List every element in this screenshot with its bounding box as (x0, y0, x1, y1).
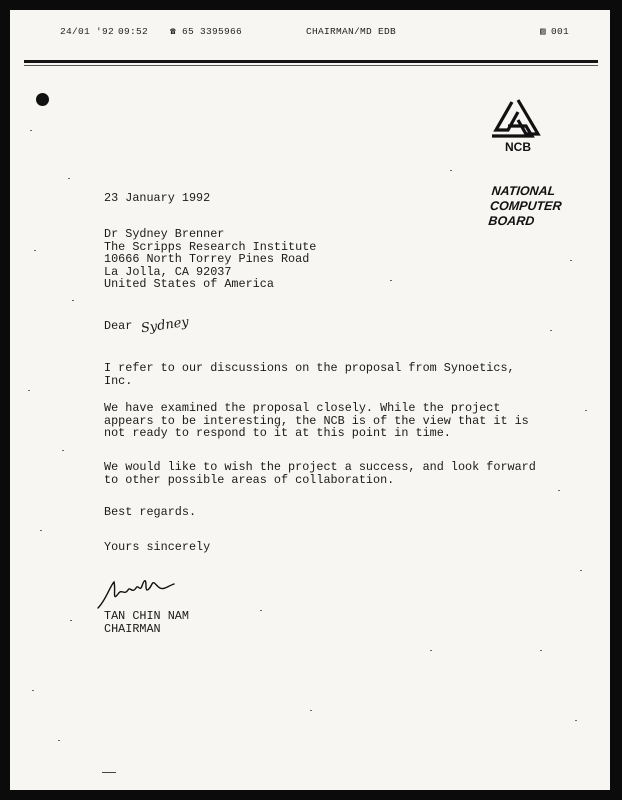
fax-page-number: 001 (551, 26, 570, 37)
letter-date: 23 January 1992 (104, 191, 211, 205)
address-line: The Scripps Research Institute (104, 239, 317, 254)
org-line: BOARD (487, 214, 536, 228)
paragraph-line: We would like to wish the project a success, and look forward (104, 460, 536, 474)
header-rule-thin (24, 65, 598, 66)
signer-block (104, 610, 189, 635)
paragraph-line: to other possible areas of collaboration. (104, 472, 395, 487)
fax-date: 24/01 '92 (60, 26, 115, 37)
salutation-name-handwritten: Sydney (140, 314, 191, 337)
header-rule (24, 60, 598, 63)
paragraph-line: not ready to respond to it at this point in time. (104, 426, 451, 441)
paragraph (104, 402, 529, 440)
paragraph-line: I refer to our discussions on the proposal from Synoetics, (104, 361, 515, 375)
fax-header (10, 26, 610, 40)
signer-name: TAN CHIN NAM (104, 609, 189, 623)
telephone-icon: ☎ (170, 26, 177, 37)
fax-time: 09:52 (118, 26, 149, 37)
organization-name (488, 184, 564, 229)
address-line: La Jolla, CA 92037 (104, 264, 232, 279)
paragraph-line: appears to be interesting, the NCB is of the view that it is (104, 413, 529, 428)
paragraph-line: We have examined the proposal closely. While the project (104, 401, 501, 415)
org-line: NATIONAL (490, 184, 557, 198)
address-line: United States of America (104, 277, 274, 292)
logo-text: NCB (505, 140, 531, 154)
org-line: COMPUTER (489, 199, 563, 213)
address-line: 10666 North Torrey Pines Road (104, 252, 310, 267)
signer-title: CHAIRMAN (104, 621, 161, 636)
punch-hole (36, 93, 49, 106)
fax-page (10, 10, 610, 790)
signoff: Yours sincerely (104, 540, 211, 554)
paragraph (104, 461, 536, 486)
recipient-address (104, 228, 316, 291)
paragraph-line: Inc. (104, 373, 133, 388)
page-icon: ▨ (540, 26, 547, 37)
footer-mark (102, 772, 116, 773)
closing: Best regards. (104, 505, 197, 519)
fax-sender: CHAIRMAN/MD EDB (306, 26, 397, 37)
paragraph (104, 362, 515, 387)
fax-phone: 65 3395966 (182, 26, 243, 37)
salutation-prefix: Dear (104, 319, 133, 333)
salutation (104, 314, 191, 337)
address-line: Dr Sydney Brenner (104, 227, 225, 241)
